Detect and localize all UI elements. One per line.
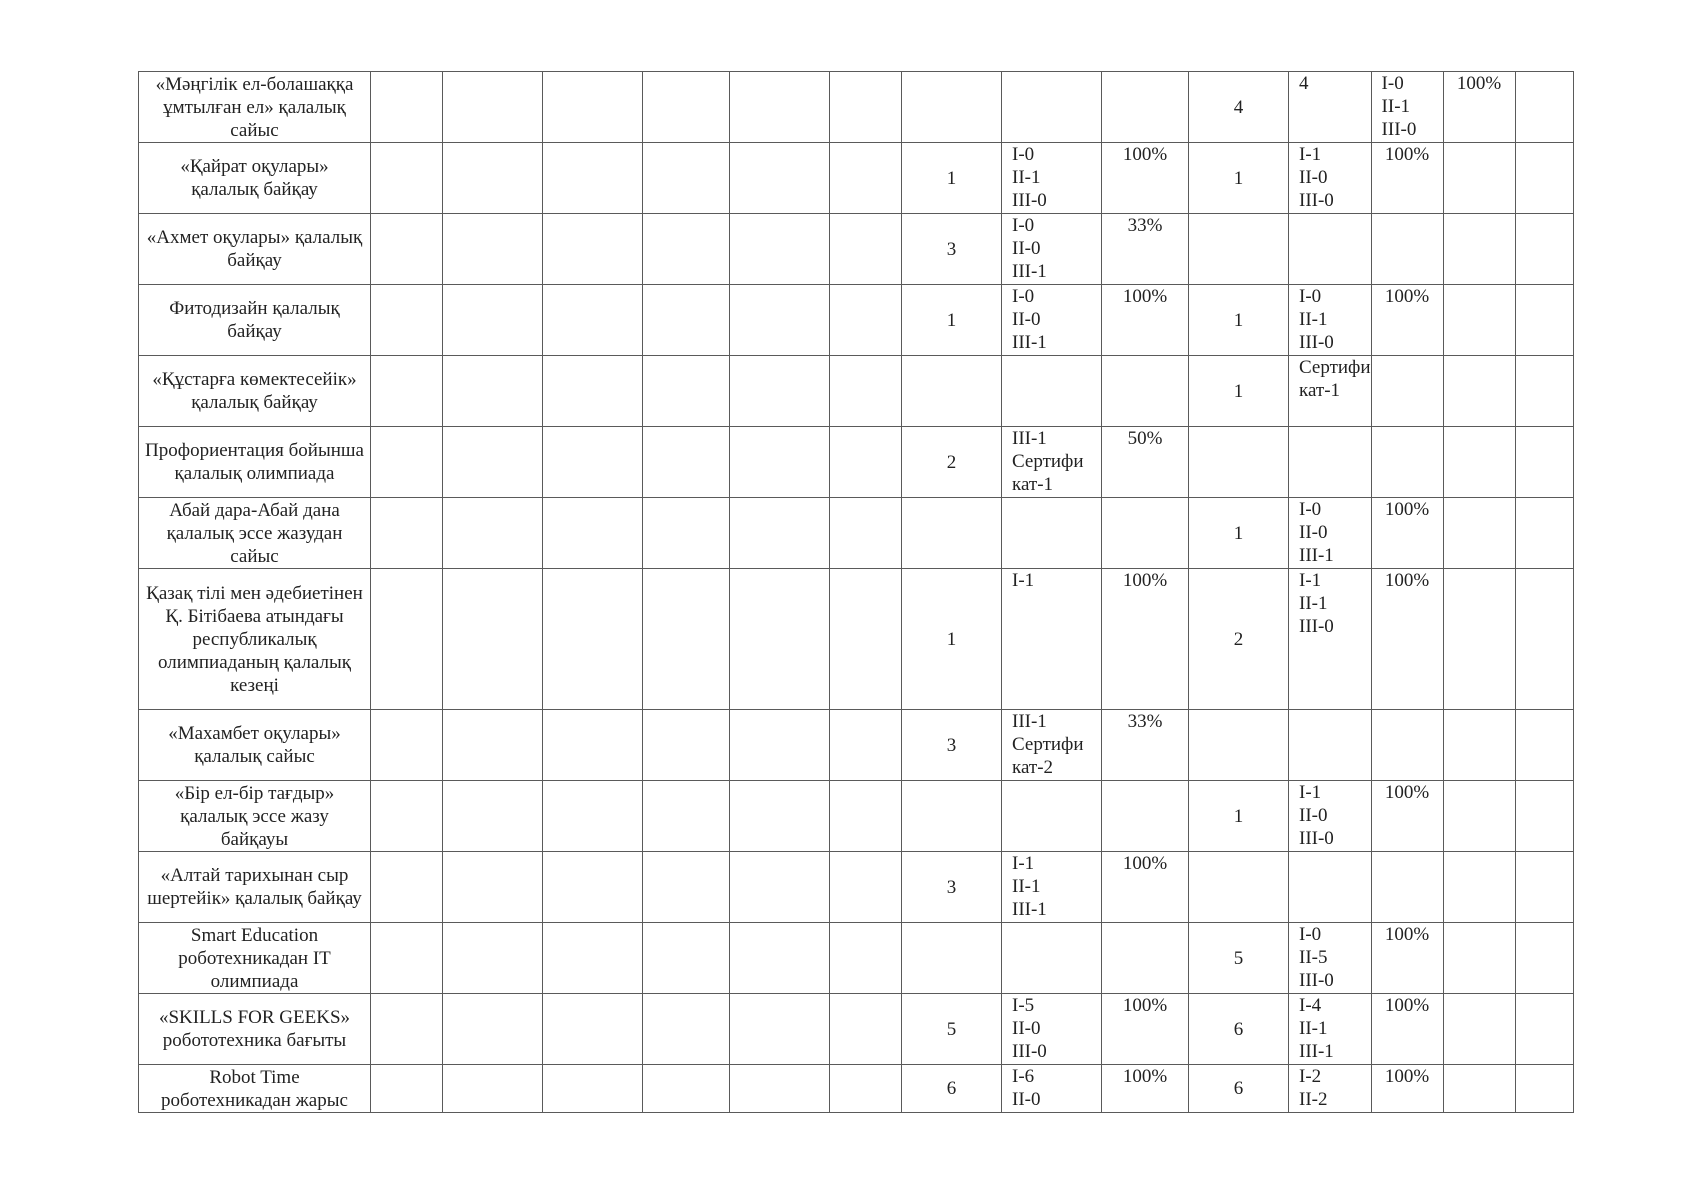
percent-cell: [1371, 356, 1443, 427]
empty-cell: [543, 994, 643, 1065]
percent-cell: 100%: [1102, 285, 1189, 356]
event-name-cell: «Мәңгілік ел-болашаққа ұмтылған ел» қалалық сайыс: [139, 72, 371, 143]
empty-cell: [543, 285, 643, 356]
participants-count-cell: 1: [902, 285, 1002, 356]
results-table: [138, 71, 1574, 1113]
percent-cell: 100%: [1371, 498, 1443, 569]
empty-cell: [443, 710, 543, 781]
participants-count-cell: 3: [902, 852, 1002, 923]
places-cell: [1289, 852, 1372, 923]
places-cell: [1002, 72, 1102, 143]
places-cell: [1289, 427, 1372, 498]
empty-cell: [643, 569, 730, 710]
participants-count-cell: [902, 781, 1002, 852]
empty-cell: [830, 285, 902, 356]
empty-cell: [443, 569, 543, 710]
participants-count-cell: 6: [902, 1065, 1002, 1113]
empty-cell: [643, 710, 730, 781]
percent-cell: 100%: [1443, 72, 1515, 143]
empty-cell: [830, 923, 902, 994]
empty-cell: [443, 143, 543, 214]
empty-cell: [730, 923, 830, 994]
participants-count-cell: 3: [902, 214, 1002, 285]
empty-cell: [830, 72, 902, 143]
empty-cell: [643, 923, 730, 994]
places-cell: I-1 II-0 III-0: [1289, 143, 1372, 214]
empty-cell: [1515, 710, 1573, 781]
percent-cell: 100%: [1102, 852, 1189, 923]
empty-cell: [643, 143, 730, 214]
empty-cell: [371, 569, 443, 710]
percent-cell: [1443, 569, 1515, 710]
participants-count-cell: [1189, 710, 1289, 781]
places-cell: I-0 II-5 III-0: [1289, 923, 1372, 994]
percent-cell: [1371, 214, 1443, 285]
table-row: [139, 994, 1574, 1065]
table-row: [139, 852, 1574, 923]
empty-cell: [830, 852, 902, 923]
event-name-cell: Профориентация бойынша қалалық олимпиада: [139, 427, 371, 498]
participants-count-cell: 5: [902, 994, 1002, 1065]
empty-cell: [371, 923, 443, 994]
participants-count-cell: [1189, 214, 1289, 285]
places-cell: [1289, 214, 1372, 285]
participants-count-cell: 2: [902, 427, 1002, 498]
empty-cell: [371, 852, 443, 923]
empty-cell: [730, 498, 830, 569]
empty-cell: [830, 781, 902, 852]
participants-count-cell: 1: [1189, 781, 1289, 852]
empty-cell: [371, 1065, 443, 1113]
percent-cell: 50%: [1102, 427, 1189, 498]
empty-cell: [543, 214, 643, 285]
empty-cell: [643, 72, 730, 143]
participants-count-cell: 1: [1189, 285, 1289, 356]
participants-count-cell: 1: [1189, 143, 1289, 214]
empty-cell: [830, 498, 902, 569]
participants-count-cell: 1: [1189, 498, 1289, 569]
event-name-cell: Фитодизайн қалалық байқау: [139, 285, 371, 356]
empty-cell: [643, 1065, 730, 1113]
empty-cell: [1515, 214, 1573, 285]
table-row: [139, 72, 1574, 143]
percent-cell: 100%: [1102, 994, 1189, 1065]
empty-cell: [543, 710, 643, 781]
event-name-cell: «SKILLS FOR GEEKS» робототехника бағыты: [139, 994, 371, 1065]
empty-cell: [543, 569, 643, 710]
empty-cell: [371, 781, 443, 852]
event-name-cell: Robot Time роботехникадан жарыс: [139, 1065, 371, 1113]
percent-cell: [1371, 710, 1443, 781]
percent-cell: [1443, 994, 1515, 1065]
empty-cell: [443, 214, 543, 285]
empty-cell: [1515, 285, 1573, 356]
empty-cell: [730, 710, 830, 781]
percent-cell: 100%: [1371, 923, 1443, 994]
empty-cell: [830, 143, 902, 214]
places-cell: I-0 II-0 III-1: [1002, 285, 1102, 356]
participants-count-cell: 4: [1189, 72, 1289, 143]
empty-cell: [371, 143, 443, 214]
empty-cell: [543, 356, 643, 427]
empty-cell: [1515, 427, 1573, 498]
empty-cell: [643, 994, 730, 1065]
empty-cell: [1515, 72, 1573, 143]
empty-cell: [643, 427, 730, 498]
empty-cell: [730, 852, 830, 923]
empty-cell: [543, 781, 643, 852]
empty-cell: [1515, 781, 1573, 852]
percent-cell: 100%: [1102, 143, 1189, 214]
empty-cell: [443, 1065, 543, 1113]
places-cell: [1002, 923, 1102, 994]
empty-cell: [1515, 356, 1573, 427]
empty-cell: [443, 781, 543, 852]
places-cell: I-1 II-0 III-0: [1289, 781, 1372, 852]
participants-count-cell: 5: [1189, 923, 1289, 994]
places-cell: [1002, 356, 1102, 427]
table-row: [139, 356, 1574, 427]
event-name-cell: «Қайрат оқулары» қалалық байқау: [139, 143, 371, 214]
empty-cell: [371, 994, 443, 1065]
places-cell: [1002, 498, 1102, 569]
empty-cell: [371, 498, 443, 569]
empty-cell: [1515, 994, 1573, 1065]
table-row: [139, 143, 1574, 214]
empty-cell: [730, 143, 830, 214]
empty-cell: [443, 923, 543, 994]
percent-cell: [1443, 1065, 1515, 1113]
empty-cell: [730, 285, 830, 356]
empty-cell: [830, 569, 902, 710]
empty-cell: [730, 214, 830, 285]
event-name-cell: Абай дара-Абай дана қалалық эссе жазудан сайыс: [139, 498, 371, 569]
participants-count-cell: 3: [902, 710, 1002, 781]
percent-cell: 100%: [1371, 994, 1443, 1065]
participants-count-cell: [902, 923, 1002, 994]
percent-cell: [1443, 710, 1515, 781]
empty-cell: [443, 72, 543, 143]
percent-cell: [1443, 781, 1515, 852]
empty-cell: [643, 852, 730, 923]
percent-cell: 100%: [1102, 569, 1189, 710]
empty-cell: [730, 356, 830, 427]
places-cell: I-1 II-1 III-1: [1002, 852, 1102, 923]
empty-cell: [730, 569, 830, 710]
empty-cell: [730, 781, 830, 852]
places-cell: III-1 Сертифи кат-2: [1002, 710, 1102, 781]
empty-cell: [830, 356, 902, 427]
empty-cell: [443, 285, 543, 356]
empty-cell: [830, 427, 902, 498]
empty-cell: [371, 427, 443, 498]
empty-cell: [543, 72, 643, 143]
percent-cell: [1102, 923, 1189, 994]
percent-cell: [1102, 72, 1189, 143]
empty-cell: [730, 1065, 830, 1113]
empty-cell: [830, 994, 902, 1065]
table-row: [139, 569, 1574, 710]
percent-cell: [1443, 852, 1515, 923]
percent-cell: [1443, 214, 1515, 285]
empty-cell: [443, 498, 543, 569]
empty-cell: [371, 72, 443, 143]
percent-cell: 33%: [1102, 710, 1189, 781]
empty-cell: [643, 781, 730, 852]
empty-cell: [371, 710, 443, 781]
empty-cell: [543, 1065, 643, 1113]
places-cell: I-4 II-1 III-1: [1289, 994, 1372, 1065]
empty-cell: [371, 214, 443, 285]
participants-count-cell: 1: [902, 143, 1002, 214]
empty-cell: [830, 214, 902, 285]
empty-cell: [543, 852, 643, 923]
empty-cell: [443, 852, 543, 923]
percent-cell: [1443, 923, 1515, 994]
percent-cell: 100%: [1371, 1065, 1443, 1113]
empty-cell: [830, 1065, 902, 1113]
empty-cell: [643, 285, 730, 356]
empty-cell: [643, 214, 730, 285]
percent-cell: 100%: [1102, 1065, 1189, 1113]
percent-cell: [1102, 356, 1189, 427]
places-cell: III-1 Сертифи кат-1: [1002, 427, 1102, 498]
places-cell: I-1: [1002, 569, 1102, 710]
participants-count-cell: 1: [1189, 356, 1289, 427]
percent-cell: [1371, 427, 1443, 498]
percent-cell: [1102, 781, 1189, 852]
results-table-body: [139, 72, 1574, 1113]
table-row: [139, 214, 1574, 285]
percent-cell: 100%: [1371, 285, 1443, 356]
participants-count-cell: [902, 498, 1002, 569]
percent-cell: 100%: [1371, 569, 1443, 710]
table-row: [139, 498, 1574, 569]
participants-count-cell: 6: [1189, 994, 1289, 1065]
empty-cell: [730, 427, 830, 498]
event-name-cell: «Ахмет оқулары» қалалық байқау: [139, 214, 371, 285]
places-cell: I-0 II-1 III-0: [1002, 143, 1102, 214]
event-name-cell: «Алтай тарихынан сыр шертейік» қалалық байқау: [139, 852, 371, 923]
empty-cell: [371, 356, 443, 427]
places-cell: I-5 II-0 III-0: [1002, 994, 1102, 1065]
places-cell: I-0 II-1 III-0: [1371, 72, 1443, 143]
places-cell: 4: [1289, 72, 1372, 143]
participants-count-cell: [902, 72, 1002, 143]
empty-cell: [730, 72, 830, 143]
places-cell: Сертифи кат-1: [1289, 356, 1372, 427]
participants-count-cell: [1189, 852, 1289, 923]
participants-count-cell: 2: [1189, 569, 1289, 710]
table-row: [139, 781, 1574, 852]
participants-count-cell: [1189, 427, 1289, 498]
percent-cell: [1443, 498, 1515, 569]
places-cell: [1002, 781, 1102, 852]
participants-count-cell: [902, 356, 1002, 427]
table-row: [139, 1065, 1574, 1113]
participants-count-cell: 1: [902, 569, 1002, 710]
percent-cell: 33%: [1102, 214, 1189, 285]
table-row: [139, 285, 1574, 356]
percent-cell: [1443, 356, 1515, 427]
empty-cell: [443, 427, 543, 498]
percent-cell: [1443, 143, 1515, 214]
percent-cell: [1443, 427, 1515, 498]
event-name-cell: Қазақ тілі мен әдебиетінен Қ. Бітібаева атындағы республикалық олимпиаданың қалалық кезеңі: [139, 569, 371, 710]
table-row: [139, 710, 1574, 781]
empty-cell: [1515, 1065, 1573, 1113]
places-cell: [1289, 710, 1372, 781]
places-cell: I-2 II-2: [1289, 1065, 1372, 1113]
percent-cell: 100%: [1371, 143, 1443, 214]
empty-cell: [1515, 923, 1573, 994]
empty-cell: [543, 427, 643, 498]
empty-cell: [543, 923, 643, 994]
empty-cell: [1515, 852, 1573, 923]
empty-cell: [1515, 498, 1573, 569]
empty-cell: [443, 994, 543, 1065]
places-cell: I-0 II-1 III-0: [1289, 285, 1372, 356]
empty-cell: [643, 356, 730, 427]
empty-cell: [730, 994, 830, 1065]
event-name-cell: Smart Education роботехникадан IT олимпиада: [139, 923, 371, 994]
event-name-cell: «Бір ел-бір тағдыр» қалалық эссе жазу байқауы: [139, 781, 371, 852]
empty-cell: [643, 498, 730, 569]
places-cell: I-0 II-0 III-1: [1002, 214, 1102, 285]
empty-cell: [1515, 569, 1573, 710]
percent-cell: [1102, 498, 1189, 569]
empty-cell: [443, 356, 543, 427]
event-name-cell: «Құстарға көмектесейік» қалалық байқау: [139, 356, 371, 427]
table-row: [139, 923, 1574, 994]
percent-cell: 100%: [1371, 781, 1443, 852]
empty-cell: [1515, 143, 1573, 214]
empty-cell: [543, 498, 643, 569]
event-name-cell: «Махамбет оқулары» қалалық сайыс: [139, 710, 371, 781]
empty-cell: [830, 710, 902, 781]
places-cell: I-6 II-0: [1002, 1065, 1102, 1113]
empty-cell: [543, 143, 643, 214]
percent-cell: [1443, 285, 1515, 356]
percent-cell: [1371, 852, 1443, 923]
places-cell: I-0 II-0 III-1: [1289, 498, 1372, 569]
participants-count-cell: 6: [1189, 1065, 1289, 1113]
places-cell: I-1 II-1 III-0: [1289, 569, 1372, 710]
empty-cell: [371, 285, 443, 356]
table-row: [139, 427, 1574, 498]
